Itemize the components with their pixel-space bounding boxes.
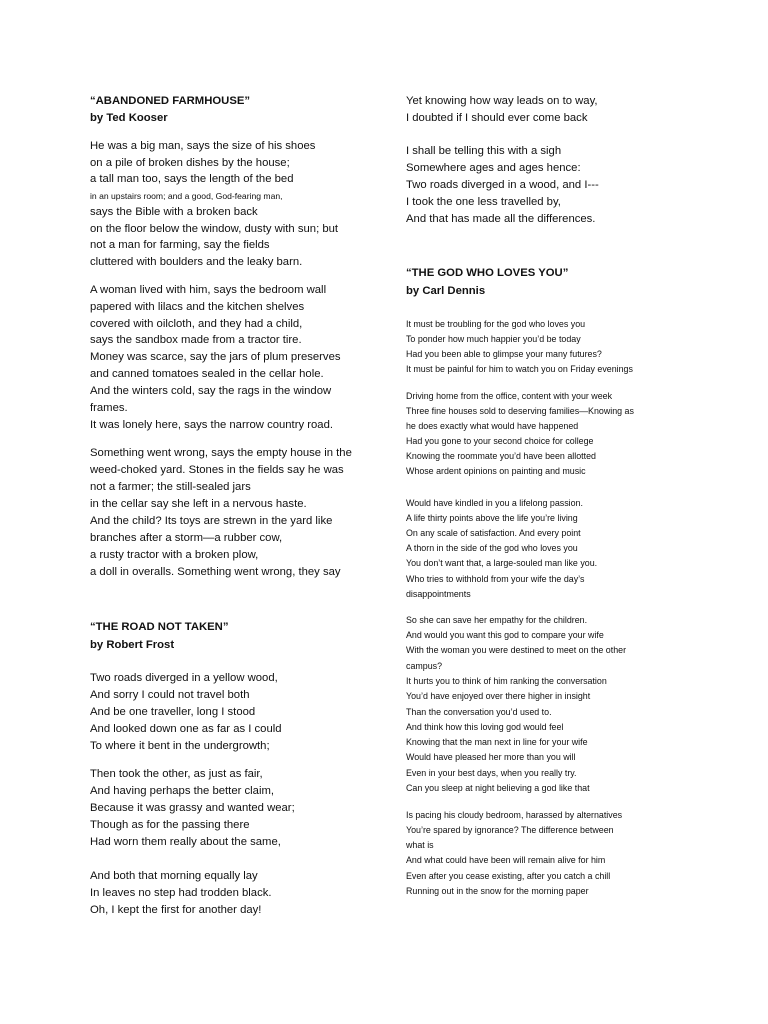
poem-line: And both that morning equally lay	[90, 870, 258, 882]
poem-line: I took the one less travelled by,	[406, 196, 561, 208]
poem-line: not a man for farming, say the fields	[90, 239, 270, 251]
poem-line: And having perhaps the better claim,	[90, 785, 274, 797]
poem-line: You’re spared by ignorance? The difference between	[406, 825, 614, 835]
poem-line: It hurts you to think of him ranking the conversation	[406, 676, 607, 686]
poem-line: says the sandbox made from a tractor tire.	[90, 334, 302, 346]
poem-line: Even after you cease existing, after you catch a chill	[406, 871, 611, 881]
poem-line: It must be painful for him to watch you on Friday evenings	[406, 364, 633, 374]
poem-line: Yet knowing how way leads on to way,	[406, 95, 598, 107]
poem-line: Two roads diverged in a wood, and I---	[406, 179, 599, 191]
poem-line: With the woman you were destined to meet on the other	[406, 645, 627, 655]
poem-line: So she can save her empathy for the children.	[406, 615, 588, 625]
poem-line: You’d have enjoyed over there higher in insight	[406, 691, 591, 701]
poem-line: on the floor below the window, dusty with sun; but	[90, 223, 339, 235]
poem-line: what is	[406, 840, 434, 850]
poem-line: Running out in the snow for the morning paper	[406, 886, 589, 896]
poem-line: Oh, I kept the first for another day!	[90, 904, 262, 916]
poem-line: he does exactly what would have happened	[406, 421, 579, 431]
poem-line: Would have pleased her more than you will	[406, 752, 576, 762]
poem-line: It was lonely here, says the narrow country road.	[90, 419, 333, 431]
poem-line: Whose ardent opinions on painting and music	[406, 466, 586, 476]
poem-line: Three fine houses sold to deserving families—Knowing as	[406, 406, 634, 416]
poem-line: Driving home from the office, content with your week	[406, 391, 613, 401]
poem-line: To ponder how much happier you’d be today	[406, 334, 581, 344]
poem-line: Than the conversation you’d used to.	[406, 707, 552, 717]
poem-line: And the winters cold, say the rags in the window	[90, 385, 332, 397]
poem-line: A life thirty points above the life you’re living	[406, 513, 578, 523]
poem-line: Who tries to withhold from your wife the day’s	[406, 574, 585, 584]
poem-line: papered with lilacs and the kitchen shelves	[90, 301, 305, 313]
poem-line: a rusty tractor with a broken plow,	[90, 549, 259, 561]
poem-line: It must be troubling for the god who loves you	[406, 319, 586, 329]
poem-line: campus?	[406, 661, 443, 671]
poem-line: weed-choked yard. Stones in the fields say he was	[90, 464, 344, 476]
poem-line: Somewhere ages and ages hence:	[406, 162, 581, 174]
poem-line: A woman lived with him, says the bedroom wall	[90, 284, 327, 296]
poem-line: And be one traveller, long I stood	[90, 706, 256, 718]
poem-title: “THE GOD WHO LOVES YOU”	[406, 267, 569, 279]
poem-line: not a farmer; the still-sealed jars	[90, 481, 251, 493]
poem-line: And think how this loving god would feel	[406, 722, 564, 732]
poem-line: disappointments	[406, 589, 471, 599]
poem-author: by Robert Frost	[90, 639, 175, 651]
poem-line: a doll in overalls. Something went wrong, they say	[90, 566, 341, 578]
poem-line: Money was scarce, say the jars of plum preserves	[90, 351, 341, 363]
poem-line: And that has made all the differences.	[406, 213, 596, 225]
poem-line: Knowing that the man next in line for your wife	[406, 737, 588, 747]
poem-line: And would you want this god to compare your wife	[406, 630, 604, 640]
poem-line: I doubted if I should ever come back	[406, 112, 588, 124]
poem-line: And looked down one as far as I could	[90, 723, 282, 735]
poem-line: A thorn in the side of the god who loves you	[406, 543, 578, 553]
poem-title: “ABANDONED FARMHOUSE”	[90, 95, 251, 107]
poem-line: Had you been able to glimpse your many futures?	[406, 349, 602, 359]
poem-line: on a pile of broken dishes by the house;	[90, 157, 290, 169]
poem-line: in an upstairs room; and a good, God-fearing man,	[90, 191, 283, 201]
poem-line: and canned tomatoes sealed in the cellar hole.	[90, 368, 324, 380]
poem-line: Can you sleep at night believing a god like that	[406, 783, 590, 793]
poem-line: Then took the other, as just as fair,	[90, 768, 263, 780]
poem-line: He was a big man, says the size of his shoes	[90, 140, 316, 152]
poem-author: by Ted Kooser	[90, 112, 168, 124]
poem-line: Knowing the roommate you’d have been allotted	[406, 451, 596, 461]
poem-line: Two roads diverged in a yellow wood,	[90, 672, 278, 684]
poem-line: On any scale of satisfaction. And every point	[406, 528, 581, 538]
poem-line: Had you gone to your second choice for college	[406, 436, 594, 446]
poem-line: cluttered with boulders and the leaky barn.	[90, 256, 303, 268]
poem-line: Is pacing his cloudy bedroom, harassed by alternatives	[406, 810, 623, 820]
poem-line: Because it was grassy and wanted wear;	[90, 802, 295, 814]
poem-line: You don’t want that, a large-souled man like you.	[406, 558, 598, 568]
poem-line: Would have kindled in you a lifelong passion.	[406, 498, 583, 508]
poem-line: In leaves no step had trodden black.	[90, 887, 272, 899]
poem-line: in the cellar say she left in a nervous haste.	[90, 498, 307, 510]
poem-title: “THE ROAD NOT TAKEN”	[90, 621, 229, 633]
poem-line: And the child? Its toys are strewn in the yard like	[90, 515, 333, 527]
poem-line: a tall man too, says the length of the bed	[90, 173, 294, 185]
poem-line: I shall be telling this with a sigh	[406, 145, 562, 157]
poem-line: Something went wrong, says the empty house in the	[90, 447, 352, 459]
poem-line: says the Bible with a broken back	[90, 206, 258, 218]
poem-line: And what could have been will remain alive for him	[406, 855, 606, 865]
poem-line: And sorry I could not travel both	[90, 689, 250, 701]
poem-author: by Carl Dennis	[406, 285, 486, 297]
poem-line: covered with oilcloth, and they had a child,	[90, 318, 303, 330]
poem-line: frames.	[90, 402, 128, 414]
poem-line: Though as for the passing there	[90, 819, 250, 831]
poem-line: Even in your best days, when you really try.	[406, 768, 577, 778]
poem-line: Had worn them really about the same,	[90, 836, 281, 848]
poem-line: branches after a storm—a rubber cow,	[90, 532, 283, 544]
poem-line: To where it bent in the undergrowth;	[90, 740, 270, 752]
